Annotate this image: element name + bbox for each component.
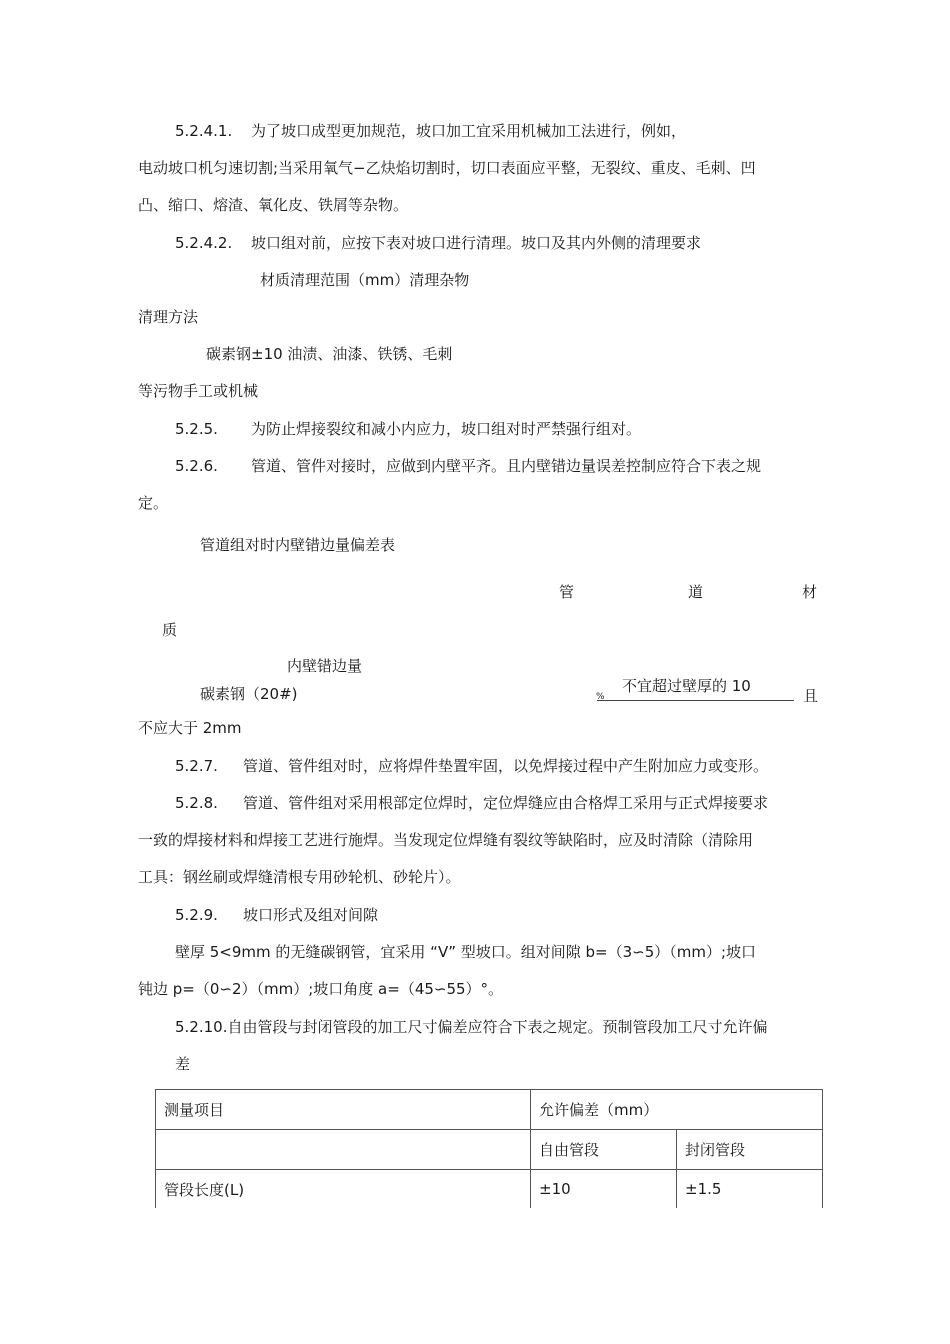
section-number: 5.2.9. bbox=[175, 906, 218, 924]
row-material: 碳素钢（20#) bbox=[200, 685, 298, 703]
tolerance-table bbox=[155, 1089, 823, 1208]
paragraph-line: 定。 bbox=[138, 494, 169, 512]
section-number: 5.2.4.1. bbox=[175, 122, 233, 140]
row-percent: % bbox=[596, 692, 605, 702]
section-5-2-4-2 bbox=[175, 233, 701, 253]
section-5-2-10: 5.2.10.自由管段与封闭管段的加工尺寸偏差应符合下表之规定。预制管段加工尺寸允许偏 bbox=[175, 1018, 768, 1036]
paragraph-text: 为防止焊接裂纹和减小内应力，坡口组对时严禁强行组对。 bbox=[251, 420, 642, 438]
paragraph-text: 管道、管件组对采用根部定位焊时，定位焊缝应由合格焊工采用与正式焊接要求 bbox=[243, 794, 769, 812]
paragraph-text: 为了坡口成型更加规范，坡口加工宜采用机械加工法进行，例如， bbox=[251, 122, 687, 140]
paragraph-text: 坡口组对前，应按下表对坡口进行清理。坡口及其内外侧的清理要求 bbox=[251, 234, 702, 252]
cleaning-table-row: 碳素钢±10 油渍、油漆、铁锈、毛刺 bbox=[206, 345, 453, 363]
paragraph-line: 差 bbox=[175, 1055, 191, 1073]
row-value: 不宜超过壁厚的 10 bbox=[622, 677, 751, 695]
header-tolerance: 允许偏差（mm） bbox=[531, 1090, 823, 1130]
header-char: 材 bbox=[802, 583, 818, 601]
paragraph-line: 壁厚 5<9mm 的无缝碳钢管，宜采用 “V” 型坡口。组对间隙 b=（3∽5）（mm）;坡口 bbox=[175, 943, 757, 961]
paragraph-line: 电动坡口机匀速切割;当采用氧气−乙炔焰切割时，切口表面应平整，无裂纹、重皮、毛刺、凹 bbox=[138, 159, 756, 177]
section-5-2-4-1 bbox=[175, 121, 686, 141]
cleaning-table-row-cont: 等污物手工或机械 bbox=[138, 382, 259, 400]
table-title: 管道组对时内壁错边量偏差表 bbox=[200, 536, 396, 554]
row-and: 且 bbox=[803, 687, 819, 705]
header-char: 质 bbox=[162, 621, 178, 639]
header-misalignment: 内壁错边量 bbox=[287, 657, 363, 675]
section-number: 5.2.6. bbox=[175, 457, 218, 475]
header-char: 道 bbox=[688, 583, 704, 601]
header-free-segment: 自由管段 bbox=[531, 1130, 677, 1170]
header-empty bbox=[156, 1130, 531, 1170]
cleaning-table-header: 材质清理范围（mm）清理杂物 bbox=[260, 271, 470, 289]
section-number: 5.2.7. bbox=[175, 757, 218, 775]
section-number: 5.2.4.2. bbox=[175, 234, 233, 252]
section-number: 5.2.5. bbox=[175, 420, 218, 438]
section-5-2-6 bbox=[175, 456, 761, 476]
section-number: 5.2.8. bbox=[175, 794, 218, 812]
section-5-2-9 bbox=[175, 905, 378, 925]
paragraph-text: 管道、管件对接时，应做到内壁平齐。且内壁错边量误差控制应符合下表之规 bbox=[251, 457, 762, 475]
paragraph-line: 钝边 p=（0∽2）（mm）;坡口角度 a=（45∽55）°。 bbox=[138, 980, 504, 998]
section-5-2-8 bbox=[175, 793, 768, 813]
header-char: 管 bbox=[559, 583, 575, 601]
section-5-2-7 bbox=[175, 756, 768, 776]
cleaning-table-header-cont: 清理方法 bbox=[138, 308, 199, 326]
table-row bbox=[156, 1170, 823, 1209]
row-tail: 不应大于 2mm bbox=[138, 719, 242, 737]
paragraph-line: 一致的焊接材料和焊接工艺进行施焊。当发现定位焊缝有裂纹等缺陷时，应及时清除（清除用 bbox=[138, 831, 754, 849]
header-item: 测量项目 bbox=[156, 1090, 531, 1130]
paragraph-text: 坡口形式及组对间隙 bbox=[243, 906, 379, 924]
section-5-2-5 bbox=[175, 419, 641, 439]
cell-closed: ±1.5 bbox=[677, 1170, 823, 1209]
paragraph-line: 凸、缩口、熔渣、氧化皮、铁屑等杂物。 bbox=[138, 196, 409, 214]
cell-item: 管段长度(L) bbox=[156, 1170, 531, 1209]
paragraph-line: 工具：钢丝刷或焊缝清根专用砂轮机、砂轮片）。 bbox=[138, 868, 461, 886]
paragraph-text: 管道、管件组对时，应将焊件垫置牢固，以免焊接过程中产生附加应力或变形。 bbox=[243, 757, 769, 775]
header-closed-segment: 封闭管段 bbox=[677, 1130, 823, 1170]
cell-free: ±10 bbox=[531, 1170, 677, 1209]
underline bbox=[597, 700, 794, 701]
